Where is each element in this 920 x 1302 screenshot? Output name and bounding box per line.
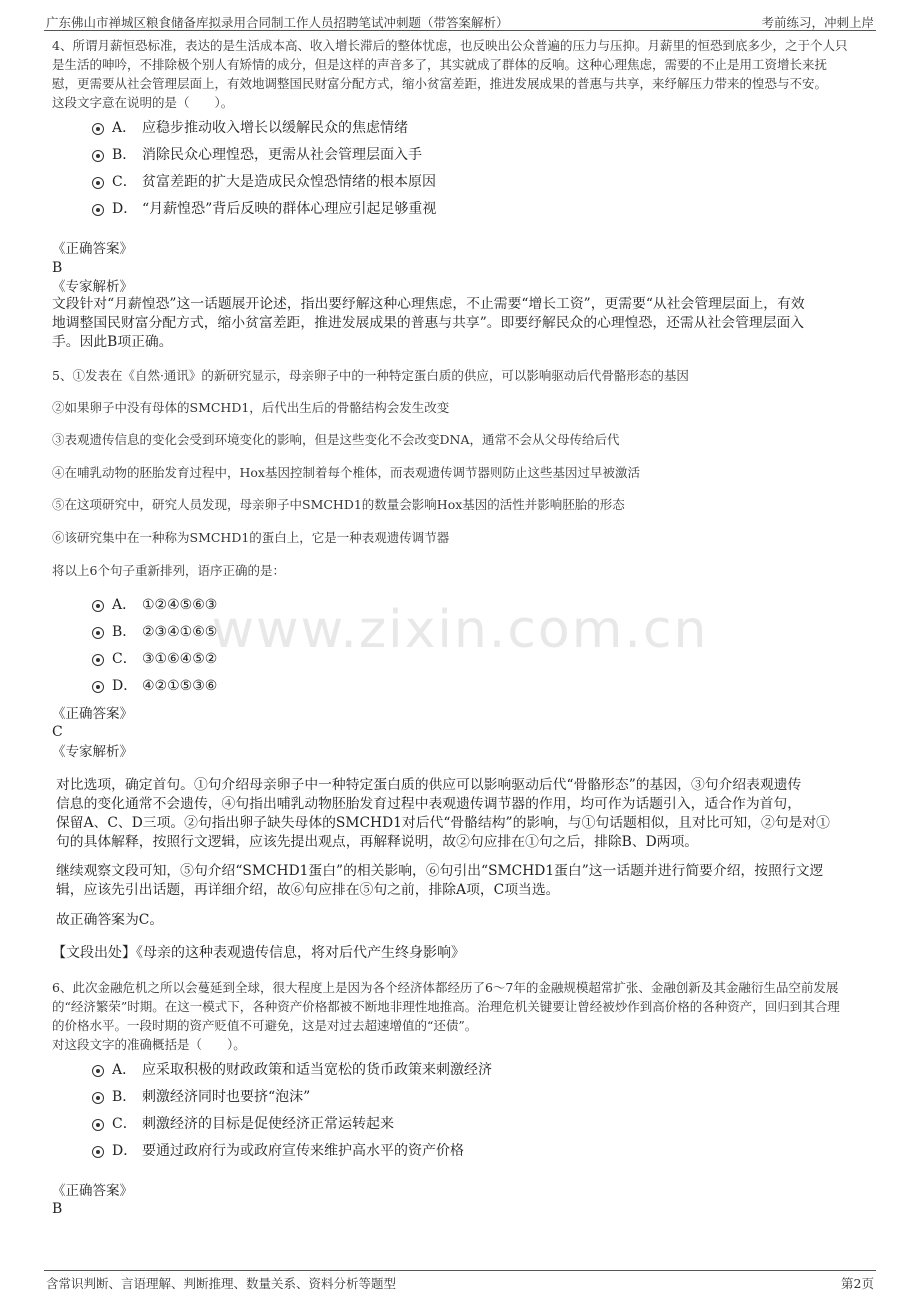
header-slogan: 考前练习，冲刺上岸 (761, 15, 874, 30)
q4-answer-label: 《正确答案》 (52, 241, 133, 257)
radio-icon[interactable] (92, 654, 104, 666)
radio-icon[interactable] (92, 627, 104, 639)
q5-prompt: 将以上6个句子重新排列，语序正确的是： (52, 563, 285, 578)
q4-analysis: 文段针对“月薪惶恐”这一话题展开论述，指出要纾解这种心理焦虑，不止需要“增长工资”，更需要“从社会管理层面上，有效 地调整国民财富分配方式，缩小贫富差距，推进发展成果的普惠与共享”。即要纾解民众的心理惶恐，还需从社会管理层面入 手。因此B项正确。 (52, 296, 805, 350)
q5-sentence-1: 5、①发表在《自然·通讯》的新研究显示，母亲卵子中的一种特定蛋白质的供应，可以影响驱动后代骨骼形态的基因 (52, 368, 689, 383)
radio-icon[interactable] (92, 1065, 104, 1077)
q4-analysis-label: 《专家解析》 (52, 279, 133, 295)
q5-answer-label: 《正确答案》 (52, 706, 133, 722)
radio-icon[interactable] (92, 1146, 104, 1158)
radio-icon[interactable] (92, 150, 104, 162)
q5-answer: C (52, 724, 63, 740)
document-title: 广东佛山市禅城区粮食储备库拟录用合同制工作人员招聘笔试冲刺题（带答案解析） (46, 15, 509, 30)
q5-sentence-2: ②如果卵子中没有母体的SMCHD1，后代出生后的骨骼结构会发生改变 (52, 400, 450, 415)
page-number: 第2页 (841, 1276, 874, 1291)
q5-analysis-conclusion: 故正确答案为C。 (56, 912, 164, 928)
q6-option-c[interactable]: C． 刺激经济的目标是促使经济正常运转起来 (92, 1113, 394, 1133)
q6-option-a[interactable]: A． 应采取积极的财政政策和适当宽松的货币政策来刺激经济 (92, 1059, 492, 1079)
q5-analysis-label: 《专家解析》 (52, 744, 133, 760)
q5-source: 【文段出处】《母亲的这种表观遗传信息，将对后代产生终身影响》 (52, 945, 465, 961)
q6-answer: B (52, 1201, 63, 1217)
q4-answer: B (52, 260, 63, 276)
q4-option-a[interactable]: A． 应稳步推动收入增长以缓解民众的焦虑情绪 (92, 117, 408, 137)
q6-answer-label: 《正确答案》 (52, 1183, 133, 1199)
q4-option-c[interactable]: C． 贫富差距的扩大是造成民众惶恐情绪的根本原因 (92, 171, 436, 191)
q5-sentence-4: ④在哺乳动物的胚胎发育过程中，Hox基因控制着每个椎体，而表观遗传调节器则防止这些基因过早被激活 (52, 465, 640, 480)
q5-sentence-5: ⑤在这项研究中，研究人员发现，母亲卵子中SMCHD1的数量会影响Hox基因的活性并影响胚胎的形态 (52, 497, 625, 512)
page-header (44, 8, 876, 31)
radio-icon[interactable] (92, 177, 104, 189)
radio-icon[interactable] (92, 600, 104, 612)
q6-option-b[interactable]: B． 刺激经济同时也要挤“泡沫” (92, 1086, 310, 1106)
radio-icon[interactable] (92, 1092, 104, 1104)
radio-icon[interactable] (92, 123, 104, 135)
radio-icon[interactable] (92, 204, 104, 216)
q5-analysis-paragraph-1: 对比选项，确定首句。①句介绍母亲卵子中一种特定蛋白质的供应可以影响驱动后代“骨骼形态”的基因，③句介绍表观遗传 信息的变化通常不会遗传，④句指出哺乳动物胚胎发育过程中表观遗传调节器的作用，均可作为话题引入，适合作为首句， 保留A、C、D三项。②句指出卵子缺失母体的SMCHD1对后代“骨骼结构”的影响，与①句话题相似，且对比可知，②句是对① 句的具体解释，按照行文逻辑，应该先提出观点，再解释说明，故②句应排在①句之后，排除B、D两项。 (56, 777, 830, 850)
q5-sentence-6: ⑥该研究集中在一种称为SMCHD1的蛋白上，它是一种表观遗传调节器 (52, 530, 450, 545)
q5-option-d[interactable]: D． ④②①⑤③⑥ (92, 675, 217, 695)
q4-option-d[interactable]: D． “月薪惶恐”背后反映的群体心理应引起足够重视 (92, 198, 436, 218)
q6-option-d[interactable]: D． 要通过政府行为或政府宣传来维护高水平的资产价格 (92, 1140, 464, 1160)
footer-categories: 含常识判断、言语理解、判断推理、数量关系、资料分析等题型 (46, 1276, 397, 1291)
q5-analysis-paragraph-2: 继续观察文段可知，⑤句介绍“SMCHD1蛋白”的相关影响，⑥句引出“SMCHD1蛋白”这一话题并进行简要介绍，按照行文逻 辑，应该先引出话题，再详细介绍，故⑥句应排在⑤句之前，排除A项，C项当选。 (56, 863, 824, 898)
q5-option-a[interactable]: A． ①②④⑤⑥③ (92, 594, 217, 614)
radio-icon[interactable] (92, 681, 104, 693)
q5-option-b[interactable]: B． ②③④①⑥⑤ (92, 621, 217, 641)
q6-stem: 6、此次金融危机之所以会蔓延到全球，很大程度上是因为各个经济体都经历了6～7年的金融规模超常扩张、金融创新及其金融衍生品空前发展 的“经济繁荣”时期。在这一模式下，各种资产价格都被不断地非理性地推高。治理危机关键要让曾经被炒作到高价格的各种资产，回归到其合理 的价格水平。一段时期的资产贬值不可避免，这是对过去超速增值的“还债”。 对这段文字的准确概括是（ ）。 (52, 980, 840, 1052)
radio-icon[interactable] (92, 1119, 104, 1131)
page-footer (44, 1270, 876, 1291)
q5-sentence-3: ③表观遗传信息的变化会受到环境变化的影响，但是这些变化不会改变DNA，通常不会从父母传给后代 (52, 432, 620, 447)
q5-option-c[interactable]: C． ③①⑥④⑤② (92, 648, 217, 668)
watermark: www.zixin.com.cn (211, 600, 709, 660)
q4-option-b[interactable]: B． 消除民众心理惶恐，更需从社会管理层面入手 (92, 144, 422, 164)
q4-stem: 4、所谓月薪恒恐标准，表达的是生活成本高、收入增长滞后的整体忧虑，也反映出公众普遍的压力与压抑。月薪里的恒恐到底多少，之于个人只 是生活的呻吟，不排除极个别人有矫情的成分，但是这样的声音多了，其实就成了群体的反响。这种心理焦虑，需要的不止是用工资增长来抚 慰，更需要从社会管理层面上，有效地调整国民财富分配方式，缩小贫富差距，推进发展成果的普惠与共享，来纾解压力带来的惶恐与不安。 这段文字意在说明的是（ ）。 (52, 38, 848, 110)
